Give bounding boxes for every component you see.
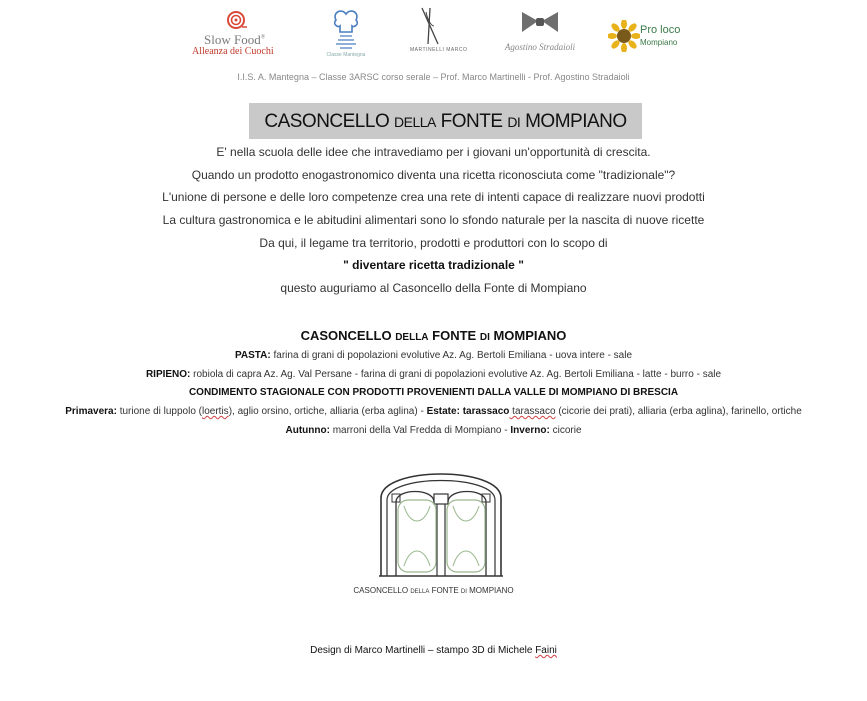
tarassaco-word: tarassaco: [509, 406, 556, 417]
seasons-line-1: [0, 406, 867, 417]
bow-tie-icon: [500, 6, 580, 40]
title-word: MOMPIANO: [525, 111, 627, 132]
stradaioli-logo: [500, 6, 580, 58]
intro-line: La cultura gastronomica e le abitudini alimentari sono lo sfondo naturale per la nascita di nuove ricette: [162, 213, 705, 227]
autunno-text: marroni della Val Fredda di Mompiano -: [329, 425, 511, 436]
proloco-place: Mompiano: [640, 38, 678, 47]
ripieno-label: RIPIENO:: [145, 369, 191, 380]
main-title: [249, 103, 642, 139]
recipe-title: [0, 328, 867, 343]
intro-line: L'unione di persone e delle loro competenze crea una rete di intenti capace di realizzare nuovi prodotti: [162, 190, 705, 204]
design-credit: [0, 645, 867, 656]
title-word: FONTE: [440, 111, 503, 132]
proloco-logo: [608, 6, 690, 58]
chef-logo-caption: Classe Mantegna: [326, 52, 366, 58]
autunno-label: Autunno:: [285, 425, 330, 436]
primavera-text-a: turione di luppolo (: [116, 406, 202, 417]
emblem-caption-word: CASONCELLO: [353, 586, 409, 595]
inverno-label: Inverno:: [510, 425, 550, 436]
pasta-label: PASTA:: [234, 350, 271, 361]
title-word: CASONCELLO: [264, 111, 390, 132]
intro-line: E' nella scuola delle idee che intravediamo per i giovani un'opportunità di crescita.: [216, 145, 651, 159]
tarassaco-label: tarassaco: [459, 406, 510, 417]
recipe-title-word: DELLA: [395, 332, 429, 343]
stradaioli-caption: Agostino Stradaioli: [504, 42, 576, 52]
estate-label: Estate:: [426, 406, 460, 417]
recipe-title-word: CASONCELLO: [300, 328, 392, 343]
intro-quote: " diventare ricetta tradizionale ": [343, 258, 524, 272]
faini-word: Faini: [535, 645, 557, 656]
martinelli-logo: [408, 6, 472, 58]
martinelli-caption: MARTINELLI MARCO: [410, 47, 468, 53]
seasons-line-2: [0, 425, 867, 436]
chef-hat-icon: [326, 6, 366, 52]
recipe-title-word: DI: [479, 332, 490, 343]
title-word: DELLA: [394, 114, 436, 130]
snail-icon: [226, 8, 248, 30]
primavera-text-b: ), aglio orsino, ortiche, alliaria (erba aglina) -: [228, 406, 427, 417]
primavera-label: Primavera:: [65, 406, 117, 417]
proloco-name: Pro loco: [640, 24, 681, 36]
sunflower-icon: [608, 20, 640, 52]
pasta-text: farina di grani di popolazioni evolutive Az. Ag. Bertoli Emiliana - uova intere - sale: [270, 350, 633, 361]
school-line: I.I.S. A. Mantegna – Classe 3ARSC corso serale – Prof. Marco Martinelli - Prof. Agostino Stradaioli: [237, 72, 630, 82]
ripieno-text: robiola di capra Az. Ag. Val Persane - farina di grani di popolazioni evolutive Az. Ag. Bertoli Emiliana - latte - burro - sale: [190, 369, 722, 380]
slow-food-logo: [192, 6, 286, 58]
loertis-word: loertis: [202, 406, 229, 417]
inverno-text: cicorie: [549, 425, 582, 436]
slow-food-registered-mark: ®: [260, 34, 266, 41]
emblem-caption: [0, 586, 867, 595]
design-credit-text: Design di Marco Martinelli – stampo 3D di Michele: [310, 645, 536, 656]
slow-food-subtitle: Alleanza dei Cuochi: [192, 46, 274, 57]
ripieno-line: [0, 369, 867, 380]
knife-fork-icon: [408, 6, 472, 46]
emblem-caption-word: FONTE: [431, 586, 459, 595]
emblem-caption-word: MOMPIANO: [469, 586, 514, 595]
intro-line: Quando un prodotto enogastronomico diventa una ricetta riconosciuta come "tradizionale"?: [191, 168, 676, 182]
estate-text: (cicorie dei prati), alliaria (erba aglina), farinello, ortiche: [555, 406, 802, 417]
fountain-emblem: [376, 456, 506, 580]
intro-line: questo auguriamo al Casoncello della Fonte di Mompiano: [280, 281, 587, 295]
recipe-title-word: MOMPIANO: [493, 328, 567, 343]
chef-hat-logo: [326, 6, 366, 58]
slow-food-name: Slow Food: [204, 32, 261, 47]
emblem-caption-word: DELLA: [410, 589, 430, 595]
pasta-line: [0, 350, 867, 361]
intro-line: Da qui, il legame tra territorio, prodotti e produttori con lo scopo di: [259, 236, 608, 250]
title-word: DI: [507, 114, 521, 130]
recipe-title-word: FONTE: [432, 328, 477, 343]
condimento-heading: CONDIMENTO STAGIONALE CON PRODOTTI PROVENIENTI DALLA VALLE DI MOMPIANO DI BRESCIA: [188, 387, 679, 398]
emblem-caption-word: DI: [460, 589, 467, 595]
